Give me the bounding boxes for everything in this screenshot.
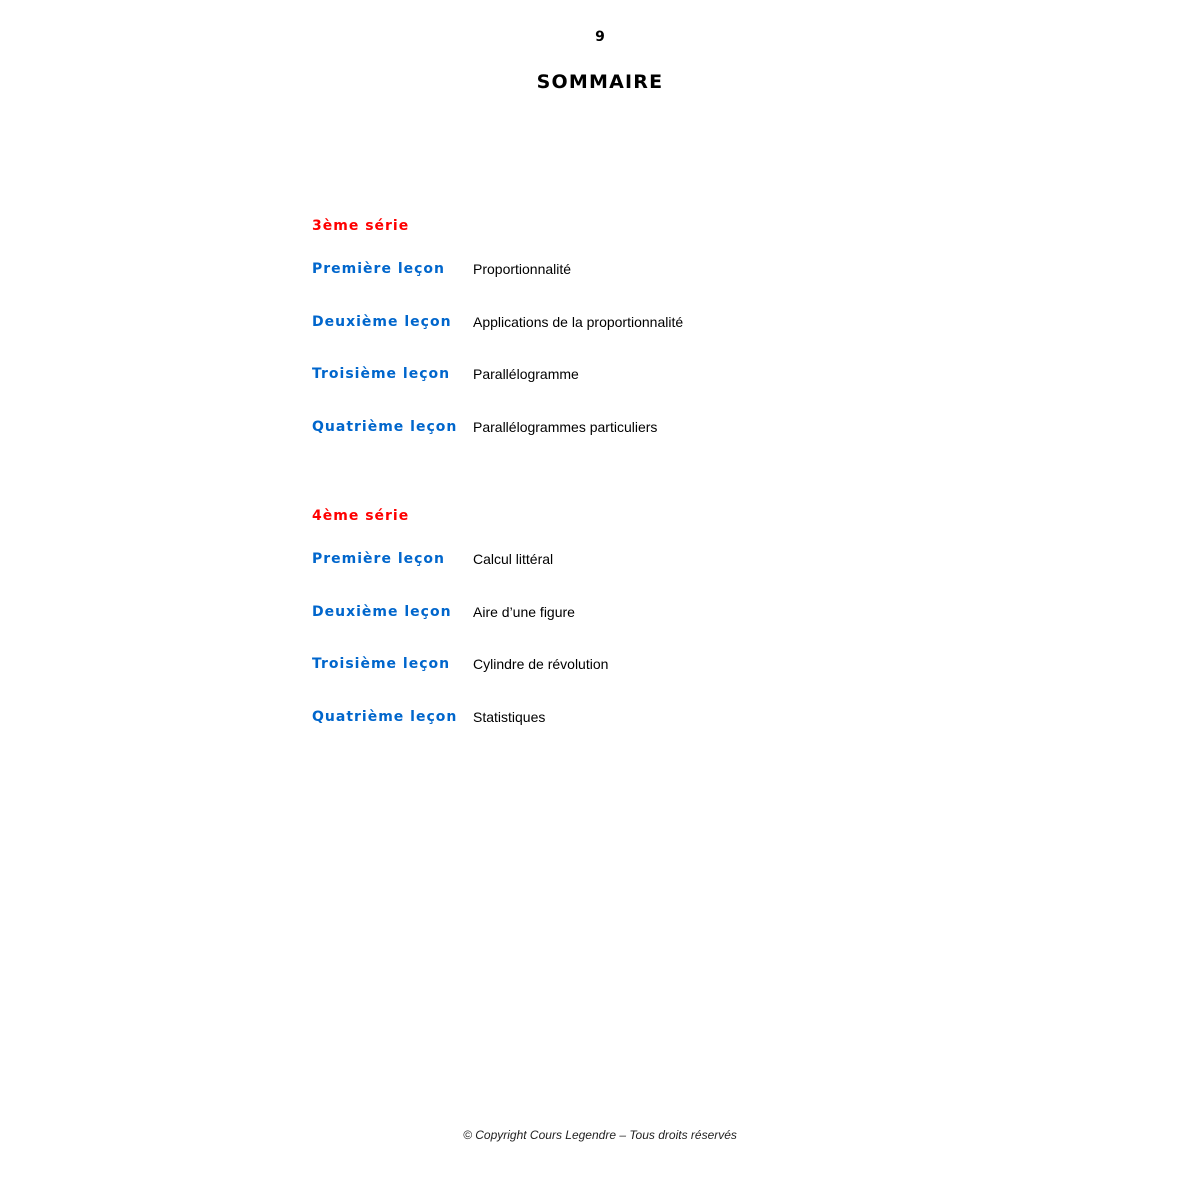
lesson-row — [312, 709, 912, 729]
lesson-label: Troisième leçon — [312, 366, 451, 382]
lesson-label: Troisième leçon — [312, 656, 451, 672]
lesson-row — [312, 366, 912, 386]
lesson-topic: Applications de la proportionnalité — [473, 313, 684, 330]
section-heading: 3ème série — [312, 218, 410, 234]
lesson-label: Première leçon — [312, 551, 445, 567]
lesson-label: Première leçon — [312, 261, 445, 277]
lesson-topic: Parallélogramme — [473, 366, 579, 382]
lesson-label: Quatrième leçon — [312, 418, 458, 435]
copyright-footer: © Copyright Cours Legendre – Tous droits réservés — [463, 1128, 737, 1142]
lesson-topic: Aire d’une figure — [473, 603, 575, 620]
lesson-topic: Calcul littéral — [473, 551, 554, 567]
section-4eme-serie — [312, 506, 912, 761]
section-3eme-serie — [312, 216, 912, 471]
lesson-row — [312, 604, 912, 624]
lesson-row — [312, 551, 912, 571]
lesson-topic: Statistiques — [473, 708, 546, 725]
page-title: SOMMAIRE — [536, 71, 664, 93]
lesson-row — [312, 261, 912, 281]
lesson-row — [312, 419, 912, 439]
lesson-row — [312, 656, 912, 676]
lesson-label: Quatrième leçon — [312, 708, 458, 725]
page-number: 9 — [595, 29, 605, 45]
lesson-topic: Parallélogrammes particuliers — [473, 418, 658, 435]
lesson-topic: Proportionnalité — [473, 261, 572, 277]
lesson-topic: Cylindre de révolution — [473, 656, 609, 672]
lesson-row — [312, 314, 912, 334]
lesson-label: Deuxième leçon — [312, 313, 452, 330]
lesson-label: Deuxième leçon — [312, 603, 452, 620]
section-heading: 4ème série — [312, 508, 410, 524]
